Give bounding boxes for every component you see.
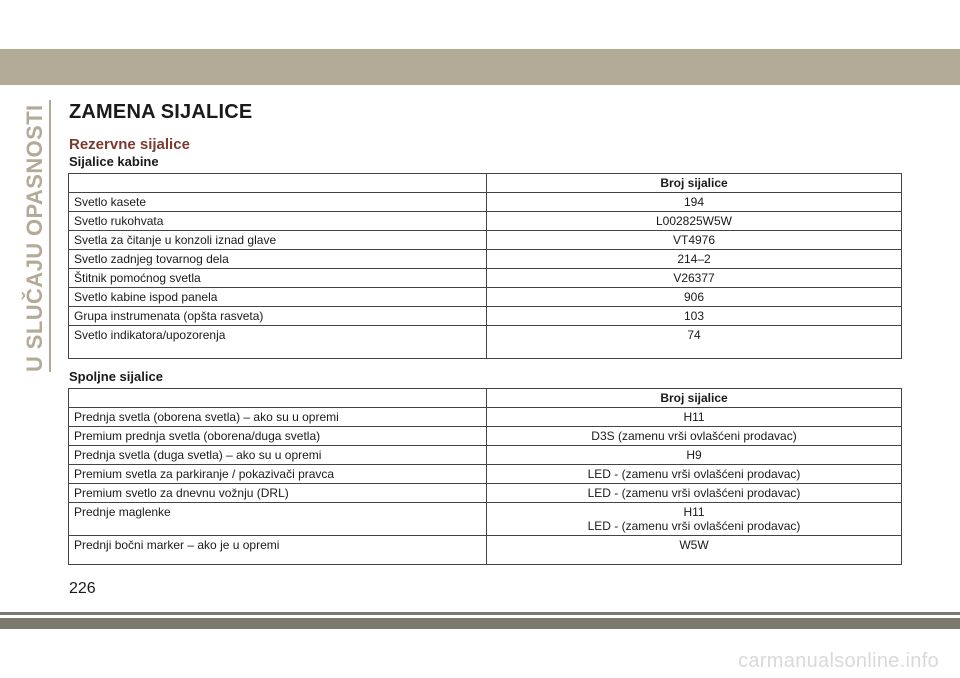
- cabin-table-caption: Sijalice kabine: [69, 154, 159, 169]
- table-cell: Svetla za čitanje u konzoli iznad glave: [69, 231, 487, 250]
- table-cell: Prednja svetla (oborena svetla) – ako su u opremi: [69, 408, 487, 427]
- table-cell: Premium svetla za parkiranje / pokazivači pravca: [69, 465, 487, 484]
- page-number: 226: [69, 580, 96, 597]
- table-cell: Svetlo kasete: [69, 193, 487, 212]
- watermark: carmanualsonline.info: [738, 650, 939, 672]
- table-cell: 103: [487, 307, 902, 326]
- table-row: [69, 326, 902, 359]
- table-cell: 906: [487, 288, 902, 307]
- table-cell: 194: [487, 193, 902, 212]
- chapter-side-title: U SLUČAJU OPASNOSTI: [22, 104, 47, 372]
- table-cell: Prednje maglenke: [69, 503, 487, 536]
- table-cell: Svetlo indikatora/upozorenja: [69, 326, 487, 359]
- table-row: [69, 465, 902, 484]
- table-cell: Grupa instrumenata (opšta rasveta): [69, 307, 487, 326]
- table-row: [69, 231, 902, 250]
- table-row: [69, 212, 902, 231]
- table-cell: 74: [487, 326, 902, 359]
- table-cell: W5W: [487, 536, 902, 565]
- table-row: [69, 503, 902, 536]
- page-title: ZAMENA SIJALICE: [69, 101, 253, 123]
- table-cell: H11: [487, 408, 902, 427]
- header-cell-blank: [69, 389, 487, 408]
- table-cell: Svetlo zadnjeg tovarnog dela: [69, 250, 487, 269]
- table-cell: Štitnik pomoćnog svetla: [69, 269, 487, 288]
- table-cell: Prednja svetla (duga svetla) – ako su u opremi: [69, 446, 487, 465]
- cabin-bulbs-table: [68, 173, 902, 359]
- header-cell-bulb-number: Broj sijalice: [487, 174, 902, 193]
- table-row: [69, 307, 902, 326]
- table-cell: LED - (zamenu vrši ovlašćeni prodavac): [487, 465, 902, 484]
- table-row: [69, 250, 902, 269]
- table-row: [69, 269, 902, 288]
- table-cell: D3S (zamenu vrši ovlašćeni prodavac): [487, 427, 902, 446]
- table-cell: H9: [487, 446, 902, 465]
- table-row: [69, 288, 902, 307]
- table-cell: Svetlo rukohvata: [69, 212, 487, 231]
- table-header-row: [69, 389, 902, 408]
- header-cell-bulb-number: Broj sijalice: [487, 389, 902, 408]
- table-cell: Premium prednja svetla (oborena/duga svetla): [69, 427, 487, 446]
- table-cell: Premium svetlo za dnevnu vožnju (DRL): [69, 484, 487, 503]
- table-cell: 214–2: [487, 250, 902, 269]
- table-cell: Svetlo kabine ispod panela: [69, 288, 487, 307]
- footer-band: [0, 618, 960, 629]
- table-cell: Prednji bočni marker – ako je u opremi: [69, 536, 487, 565]
- table-row: [69, 427, 902, 446]
- table-header-row: [69, 174, 902, 193]
- table-row: [69, 536, 902, 565]
- exterior-bulbs-table: [68, 388, 902, 565]
- table-row: [69, 193, 902, 212]
- table-cell: VT4976: [487, 231, 902, 250]
- table-cell: LED - (zamenu vrši ovlašćeni prodavac): [487, 484, 902, 503]
- chapter-side-rule: [49, 100, 51, 372]
- exterior-table-caption: Spoljne sijalice: [69, 369, 163, 384]
- table-row: [69, 446, 902, 465]
- table-row: [69, 408, 902, 427]
- table-cell: L002825W5W: [487, 212, 902, 231]
- table-cell: V26377: [487, 269, 902, 288]
- section-title: Rezervne sijalice: [69, 136, 190, 153]
- cell-line: LED - (zamenu vrši ovlašćeni prodavac): [587, 519, 801, 533]
- footer-rule: [0, 612, 960, 615]
- table-row: [69, 484, 902, 503]
- cell-line: H11: [683, 505, 705, 519]
- header-cell-blank: [69, 174, 487, 193]
- header-band: [0, 49, 960, 85]
- table-cell-multiline: [487, 503, 902, 536]
